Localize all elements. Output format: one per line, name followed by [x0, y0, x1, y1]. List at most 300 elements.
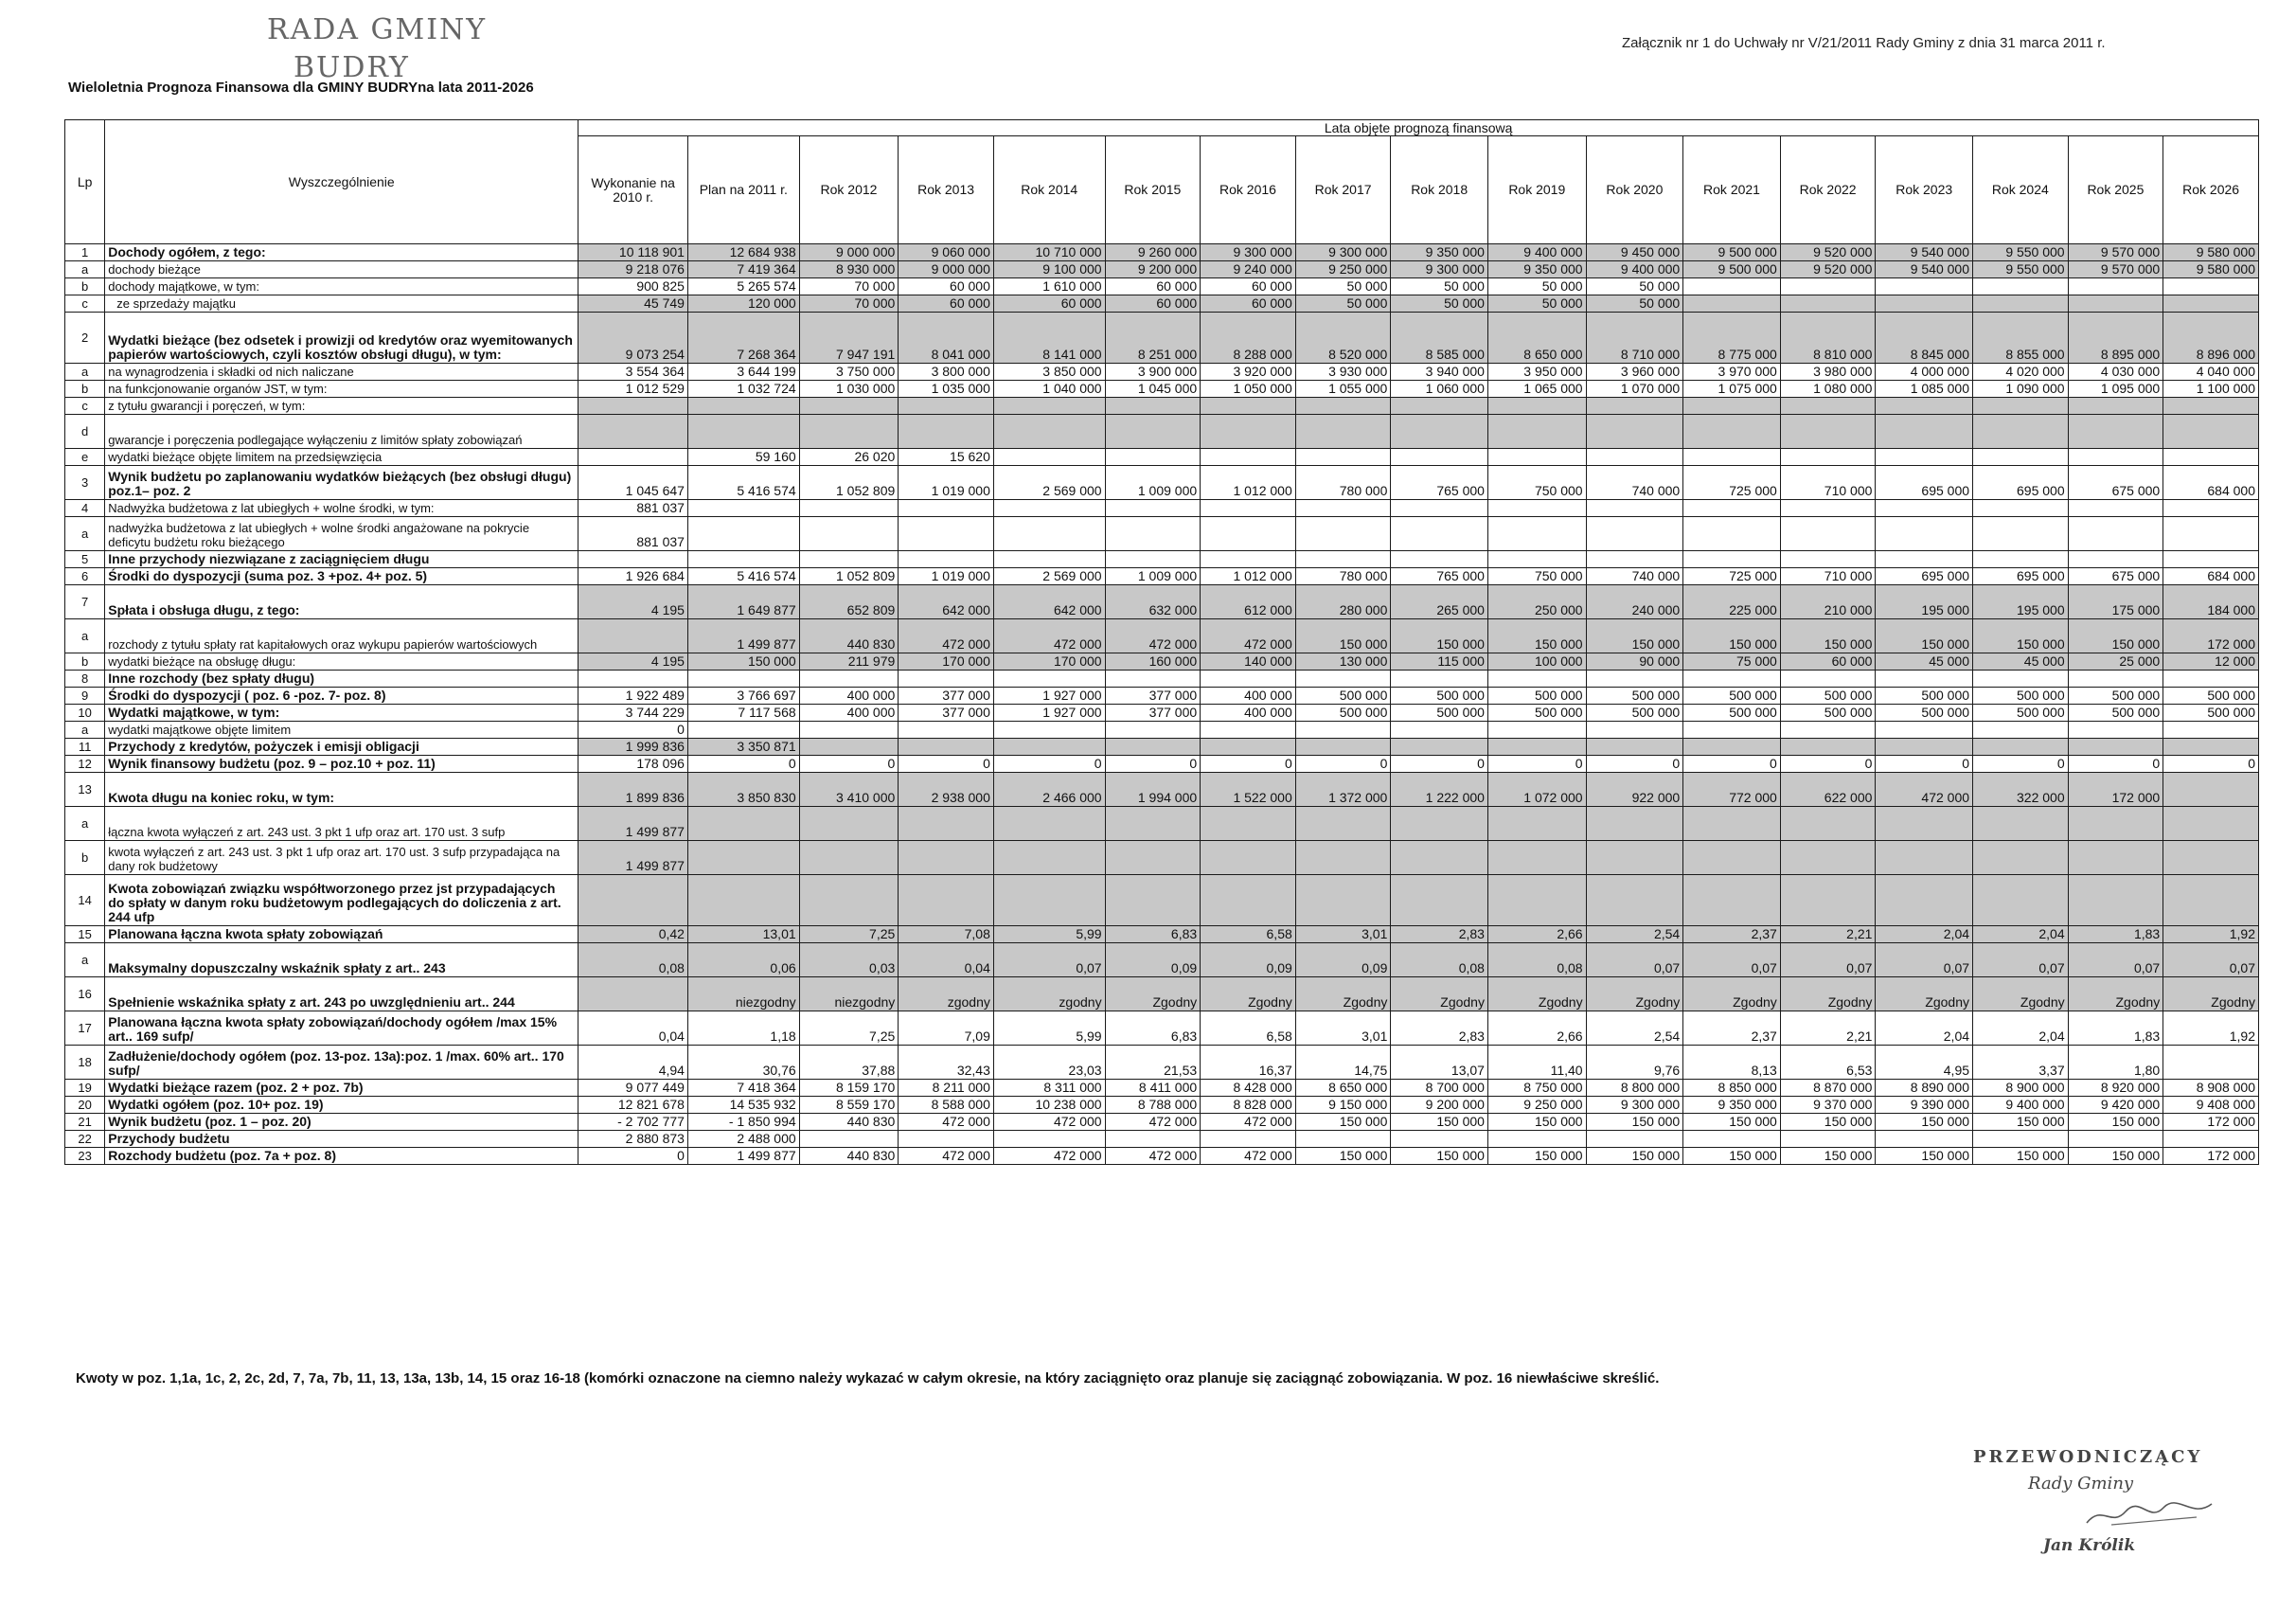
cell-value: 13,01 [687, 926, 799, 943]
cell-value: 500 000 [1876, 705, 1973, 722]
cell-value: 9 200 000 [1105, 261, 1201, 278]
cell-value: 472 000 [993, 1148, 1105, 1165]
table-row [65, 773, 2259, 807]
cell-value: 150 000 [1586, 1114, 1683, 1131]
cell-value [1586, 807, 1683, 841]
cell-value: 472 000 [1105, 1114, 1201, 1131]
cell-value: 0,07 [993, 943, 1105, 977]
cell-value: 1 052 809 [799, 568, 899, 585]
cell-value [1105, 398, 1201, 415]
table-row [65, 1131, 2259, 1148]
table-row [65, 398, 2259, 415]
cell-value [799, 739, 899, 756]
handwritten-signature [2083, 1494, 2216, 1532]
table-row [65, 1114, 2259, 1131]
cell-value: Zgodny [1105, 977, 1201, 1011]
cell-value: 150 000 [1295, 1114, 1391, 1131]
cell-value [1295, 739, 1391, 756]
cell-value: 150 000 [2068, 1148, 2163, 1165]
cell-value: 9 390 000 [1876, 1097, 1973, 1114]
cell-value: 9 300 000 [1201, 244, 1296, 261]
cell-value: 9 570 000 [2068, 244, 2163, 261]
row-lp: 9 [65, 688, 105, 705]
row-lp: 13 [65, 773, 105, 807]
cell-value [1201, 551, 1296, 568]
cell-value: 6,53 [1780, 1046, 1876, 1080]
cell-value [1391, 739, 1488, 756]
table-row [65, 705, 2259, 722]
cell-value [1780, 739, 1876, 756]
stamp-line-1: RADA GMINY [267, 13, 488, 46]
cell-value: 32,43 [899, 1046, 994, 1080]
row-label: Inne przychody niezwiązane z zaciągnięciem długu [105, 551, 578, 568]
cell-value: 8 411 000 [1105, 1080, 1201, 1097]
cell-value: 1 100 000 [2163, 381, 2259, 398]
cell-value [1487, 551, 1586, 568]
cell-value [1683, 415, 1781, 449]
cell-value: 1 080 000 [1780, 381, 1876, 398]
cell-value: 881 037 [578, 500, 688, 517]
cell-value: 740 000 [1586, 466, 1683, 500]
cell-value: 240 000 [1586, 585, 1683, 619]
cell-value: Zgodny [2163, 977, 2259, 1011]
cell-value: 9 100 000 [993, 261, 1105, 278]
cell-value: 7,25 [799, 926, 899, 943]
cell-value: 765 000 [1391, 466, 1488, 500]
cell-value: 3 920 000 [1201, 364, 1296, 381]
table-row [65, 500, 2259, 517]
table-row [65, 926, 2259, 943]
row-label: Środki do dyspozycji (suma poz. 3 +poz. 4+ poz. 5) [105, 568, 578, 585]
cell-value [2068, 1131, 2163, 1148]
cell-value: 9 540 000 [1876, 244, 1973, 261]
cell-value [1201, 722, 1296, 739]
cell-value [799, 841, 899, 875]
cell-value: 150 000 [1586, 1148, 1683, 1165]
cell-value: 472 000 [1105, 1148, 1201, 1165]
cell-value: 500 000 [1973, 705, 2069, 722]
cell-value: 500 000 [2068, 688, 2163, 705]
cell-value [2163, 500, 2259, 517]
cell-value: 500 000 [1683, 705, 1781, 722]
cell-value: 8 900 000 [1973, 1080, 2069, 1097]
cell-value [993, 722, 1105, 739]
cell-value [1391, 551, 1488, 568]
cell-value: 3,01 [1295, 1011, 1391, 1046]
cell-value: 140 000 [1201, 653, 1296, 671]
cell-value [2068, 807, 2163, 841]
cell-value: 500 000 [1295, 688, 1391, 705]
attachment-note: Załącznik nr 1 do Uchwały nr V/21/2011 Rady Gminy z dnia 31 marca 2011 r. [1622, 35, 2106, 51]
cell-value: 472 000 [993, 619, 1105, 653]
cell-value: 500 000 [1295, 705, 1391, 722]
cell-value [1780, 278, 1876, 295]
cell-value [1683, 841, 1781, 875]
cell-value: 9 408 000 [2163, 1097, 2259, 1114]
row-lp: b [65, 381, 105, 398]
cell-value: 14,75 [1295, 1046, 1391, 1080]
cell-value [1586, 1131, 1683, 1148]
cell-value: 900 825 [578, 278, 688, 295]
cell-value [1391, 671, 1488, 688]
cell-value: 3,01 [1295, 926, 1391, 943]
cell-value: 9 540 000 [1876, 261, 1973, 278]
cell-value: 8 700 000 [1391, 1080, 1488, 1097]
cell-value [1201, 500, 1296, 517]
cell-value: 632 000 [1105, 585, 1201, 619]
cell-value: 8 750 000 [1487, 1080, 1586, 1097]
cell-value: 622 000 [1780, 773, 1876, 807]
cell-value [1487, 875, 1586, 926]
cell-value: 7 419 364 [687, 261, 799, 278]
cell-value: 2 466 000 [993, 773, 1105, 807]
cell-value [1487, 841, 1586, 875]
cell-value [1295, 500, 1391, 517]
cell-value: 26 020 [799, 449, 899, 466]
row-lp: a [65, 517, 105, 551]
row-label: wydatki bieżące na obsługę długu: [105, 653, 578, 671]
cell-value [799, 551, 899, 568]
cell-value: 170 000 [899, 653, 994, 671]
cell-value: 8 930 000 [799, 261, 899, 278]
row-label: Nadwyżka budżetowa z lat ubiegłych + wolne środki, w tym: [105, 500, 578, 517]
row-lp: a [65, 364, 105, 381]
year-header: Rok 2016 [1201, 136, 1296, 244]
cell-value: 2 488 000 [687, 1131, 799, 1148]
cell-value [1487, 739, 1586, 756]
cell-value: 0 [993, 756, 1105, 773]
year-header: Rok 2026 [2163, 136, 2259, 244]
cell-value [1201, 449, 1296, 466]
cell-value [2163, 739, 2259, 756]
table-row [65, 653, 2259, 671]
cell-value: 150 000 [1487, 1114, 1586, 1131]
cell-value: 8 775 000 [1683, 313, 1781, 364]
cell-value: 472 000 [1201, 619, 1296, 653]
cell-value: 1 222 000 [1391, 773, 1488, 807]
cell-value: 6,83 [1105, 1011, 1201, 1046]
cell-value: Zgodny [1391, 977, 1488, 1011]
cell-value: 10 710 000 [993, 244, 1105, 261]
table-row [65, 1148, 2259, 1165]
cell-value: 7 418 364 [687, 1080, 799, 1097]
cell-value: 5 416 574 [687, 568, 799, 585]
cell-value: 500 000 [2068, 705, 2163, 722]
cell-value [993, 841, 1105, 875]
cell-value [1876, 517, 1973, 551]
row-label: wydatki majątkowe objęte limitem [105, 722, 578, 739]
cell-value [993, 671, 1105, 688]
cell-value [1295, 517, 1391, 551]
cell-value: 172 000 [2068, 773, 2163, 807]
row-lp: a [65, 261, 105, 278]
cell-value: 150 000 [1780, 1148, 1876, 1165]
cell-value: 9 370 000 [1780, 1097, 1876, 1114]
cell-value [1295, 1131, 1391, 1148]
cell-value: 7,25 [799, 1011, 899, 1046]
cell-value [799, 415, 899, 449]
cell-value: 50 000 [1295, 295, 1391, 313]
cell-value: 4 195 [578, 585, 688, 619]
row-label: Wynik budżetu (poz. 1 – poz. 20) [105, 1114, 578, 1131]
cell-value [1780, 500, 1876, 517]
cell-value [1295, 671, 1391, 688]
table-row [65, 364, 2259, 381]
table-row [65, 585, 2259, 619]
cell-value: 2,04 [1973, 926, 2069, 943]
row-label: na wynagrodzenia i składki od nich naliczane [105, 364, 578, 381]
cell-value: 675 000 [2068, 466, 2163, 500]
cell-value: 12 684 938 [687, 244, 799, 261]
cell-value: 150 000 [1973, 1114, 2069, 1131]
cell-value: 9 200 000 [1391, 1097, 1488, 1114]
row-label: Kwota długu na koniec roku, w tym: [105, 773, 578, 807]
cell-value: 0 [2068, 756, 2163, 773]
cell-value [1973, 415, 2069, 449]
row-label: dochody majątkowe, w tym: [105, 278, 578, 295]
cell-value: 10 118 901 [578, 244, 688, 261]
cell-value: 1 009 000 [1105, 568, 1201, 585]
cell-value [2068, 551, 2163, 568]
cell-value [1105, 551, 1201, 568]
cell-value [1391, 841, 1488, 875]
cell-value [899, 415, 994, 449]
row-lp: 16 [65, 977, 105, 1011]
cell-value: 0,08 [1487, 943, 1586, 977]
cell-value [1391, 449, 1488, 466]
cell-value: - 1 850 994 [687, 1114, 799, 1131]
cell-value: 377 000 [1105, 688, 1201, 705]
cell-value: 780 000 [1295, 466, 1391, 500]
cell-value: 50 000 [1295, 278, 1391, 295]
cell-value: 2 569 000 [993, 568, 1105, 585]
cell-value: 3 970 000 [1683, 364, 1781, 381]
cell-value [1780, 415, 1876, 449]
cell-value: 8 141 000 [993, 313, 1105, 364]
col-desc-header: Wyszczególnienie [105, 120, 578, 244]
row-label: Wynik budżetu po zaplanowaniu wydatków bieżących (bez obsługi długu) poz.1– poz. 2 [105, 466, 578, 500]
cell-value: 472 000 [899, 1148, 994, 1165]
cell-value: 0,07 [1780, 943, 1876, 977]
cell-value [1683, 551, 1781, 568]
cell-value: 3 980 000 [1780, 364, 1876, 381]
cell-value: 6,58 [1201, 926, 1296, 943]
row-label: Inne rozchody (bez spłaty długu) [105, 671, 578, 688]
table-row [65, 688, 2259, 705]
cell-value: 1 030 000 [799, 381, 899, 398]
cell-value [1973, 517, 2069, 551]
cell-value: 2,66 [1487, 1011, 1586, 1046]
cell-value [1391, 807, 1488, 841]
year-header: Rok 2025 [2068, 136, 2163, 244]
cell-value [1105, 517, 1201, 551]
cell-value: 3,37 [1973, 1046, 2069, 1080]
cell-value [899, 517, 994, 551]
cell-value [1973, 551, 2069, 568]
cell-value [2163, 875, 2259, 926]
cell-value [687, 551, 799, 568]
cell-value: 1 927 000 [993, 688, 1105, 705]
cell-value: 8 850 000 [1683, 1080, 1781, 1097]
cell-value [899, 739, 994, 756]
cell-value: 2,21 [1780, 926, 1876, 943]
cell-value [1586, 449, 1683, 466]
cell-value: 8 870 000 [1780, 1080, 1876, 1097]
cell-value [578, 398, 688, 415]
col-lp-header: Lp [65, 120, 105, 244]
cell-value: 0 [578, 1148, 688, 1165]
cell-value [1295, 449, 1391, 466]
cell-value: 472 000 [899, 619, 994, 653]
year-header: Rok 2024 [1973, 136, 2069, 244]
cell-value: 0 [1105, 756, 1201, 773]
cell-value: 6,83 [1105, 926, 1201, 943]
footnote: Kwoty w poz. 1,1a, 1c, 2, 2c, 2d, 7, 7a, 7b, 11, 13, 13a, 13b, 14, 15 oraz 16-18 (komórki oznaczone na ciemno należy wykazać w całym okresie, na który zaciągnięto oraz planuje się zaciągnąć zobowiązania. W poz. 16 niewłaściwe skreślić. [76, 1370, 1660, 1386]
cell-value: 377 000 [899, 688, 994, 705]
cell-value: 9 218 076 [578, 261, 688, 278]
cell-value: 881 037 [578, 517, 688, 551]
cell-value [993, 875, 1105, 926]
cell-value: 60 000 [899, 278, 994, 295]
cell-value [799, 875, 899, 926]
cell-value: 0 [799, 756, 899, 773]
cell-value [1780, 671, 1876, 688]
cell-value: 0 [1391, 756, 1488, 773]
cell-value: 1 499 877 [687, 619, 799, 653]
cell-value: 9 300 000 [1586, 1097, 1683, 1114]
cell-value [2163, 415, 2259, 449]
cell-value: 2,83 [1391, 1011, 1488, 1046]
cell-value: 1 045 647 [578, 466, 688, 500]
cell-value: 0,07 [2068, 943, 2163, 977]
cell-value: 472 000 [993, 1114, 1105, 1131]
cell-value: 3 960 000 [1586, 364, 1683, 381]
table-row [65, 739, 2259, 756]
cell-value [2163, 1131, 2259, 1148]
cell-value: 9 550 000 [1973, 244, 2069, 261]
cell-value [1973, 739, 2069, 756]
row-lp: 4 [65, 500, 105, 517]
cell-value: 1 060 000 [1391, 381, 1488, 398]
cell-value [1105, 449, 1201, 466]
cell-value: 0,07 [1973, 943, 2069, 977]
cell-value [799, 517, 899, 551]
cell-value [1105, 415, 1201, 449]
cell-value: 150 000 [1295, 619, 1391, 653]
cell-value: 9 500 000 [1683, 244, 1781, 261]
cell-value [1201, 807, 1296, 841]
row-label: Rozchody budżetu (poz. 7a + poz. 8) [105, 1148, 578, 1165]
cell-value [1973, 671, 2069, 688]
cell-value: 695 000 [1876, 568, 1973, 585]
cell-value: Zgodny [1683, 977, 1781, 1011]
cell-value [799, 398, 899, 415]
row-lp: 21 [65, 1114, 105, 1131]
table-row [65, 875, 2259, 926]
cell-value: 652 809 [799, 585, 899, 619]
cell-value [1391, 398, 1488, 415]
cell-value: 0 [1876, 756, 1973, 773]
cell-value [1876, 449, 1973, 466]
cell-value [993, 449, 1105, 466]
cell-value: 8 788 000 [1105, 1097, 1201, 1114]
cell-value: 765 000 [1391, 568, 1488, 585]
cell-value: 8 650 000 [1295, 1080, 1391, 1097]
cell-value: 472 000 [1201, 1148, 1296, 1165]
cell-value: 50 000 [1487, 295, 1586, 313]
row-lp: 10 [65, 705, 105, 722]
cell-value: 3 850 000 [993, 364, 1105, 381]
row-label: Wydatki bieżące (bez odsetek i prowizji od kredytów oraz wyemitowanych papierów wartościowych, czyli kosztów obsługi długu), w tym: [105, 313, 578, 364]
cell-value [899, 551, 994, 568]
cell-value [1105, 722, 1201, 739]
cell-value: 0,08 [1391, 943, 1488, 977]
cell-value [2163, 841, 2259, 875]
cell-value: 9,76 [1586, 1046, 1683, 1080]
year-header: Plan na 2011 r. [687, 136, 799, 244]
row-label: Wynik finansowy budżetu (poz. 9 – poz.10 + poz. 11) [105, 756, 578, 773]
cell-value: 150 000 [1876, 619, 1973, 653]
cell-value [2068, 722, 2163, 739]
cell-value: 500 000 [1391, 688, 1488, 705]
cell-value: 7 947 191 [799, 313, 899, 364]
cell-value: 1 070 000 [1586, 381, 1683, 398]
cell-value: 1 522 000 [1201, 773, 1296, 807]
cell-value: 50 000 [1586, 295, 1683, 313]
row-label: Maksymalny dopuszczalny wskaźnik spłaty z art.. 243 [105, 943, 578, 977]
table-row [65, 619, 2259, 653]
cell-value: 9 073 254 [578, 313, 688, 364]
cell-value [1487, 722, 1586, 739]
table-row [65, 313, 2259, 364]
cell-value: 0 [1201, 756, 1296, 773]
cell-value: 1 012 000 [1201, 466, 1296, 500]
cell-value: 60 000 [1201, 295, 1296, 313]
table-row [65, 551, 2259, 568]
cell-value: 9 300 000 [1295, 244, 1391, 261]
cell-value: 0,03 [799, 943, 899, 977]
cell-value [1683, 278, 1781, 295]
year-header: Rok 2014 [993, 136, 1105, 244]
cell-value [1683, 722, 1781, 739]
table-row [65, 841, 2259, 875]
table-row [65, 1097, 2259, 1114]
cell-value: 1 050 000 [1201, 381, 1296, 398]
cell-value [687, 841, 799, 875]
cell-value: 1 019 000 [899, 568, 994, 585]
cell-value [1586, 398, 1683, 415]
row-lp: a [65, 722, 105, 739]
cell-value: 9 400 000 [1973, 1097, 2069, 1114]
table-row [65, 568, 2259, 585]
cell-value [2163, 398, 2259, 415]
cell-value: 50 000 [1586, 278, 1683, 295]
cell-value: 150 000 [1391, 1148, 1488, 1165]
year-header: Wykonanie na 2010 r. [578, 136, 688, 244]
cell-value [1683, 739, 1781, 756]
cell-value: 250 000 [1487, 585, 1586, 619]
cell-value: zgodny [899, 977, 994, 1011]
cell-value: 8 828 000 [1201, 1097, 1296, 1114]
cell-value: 500 000 [2163, 688, 2259, 705]
year-header: Rok 2021 [1683, 136, 1781, 244]
cell-value: 750 000 [1487, 568, 1586, 585]
cell-value: 25 000 [2068, 653, 2163, 671]
cell-value [687, 807, 799, 841]
cell-value: 1 899 836 [578, 773, 688, 807]
row-lp: 3 [65, 466, 105, 500]
cell-value: 750 000 [1487, 466, 1586, 500]
